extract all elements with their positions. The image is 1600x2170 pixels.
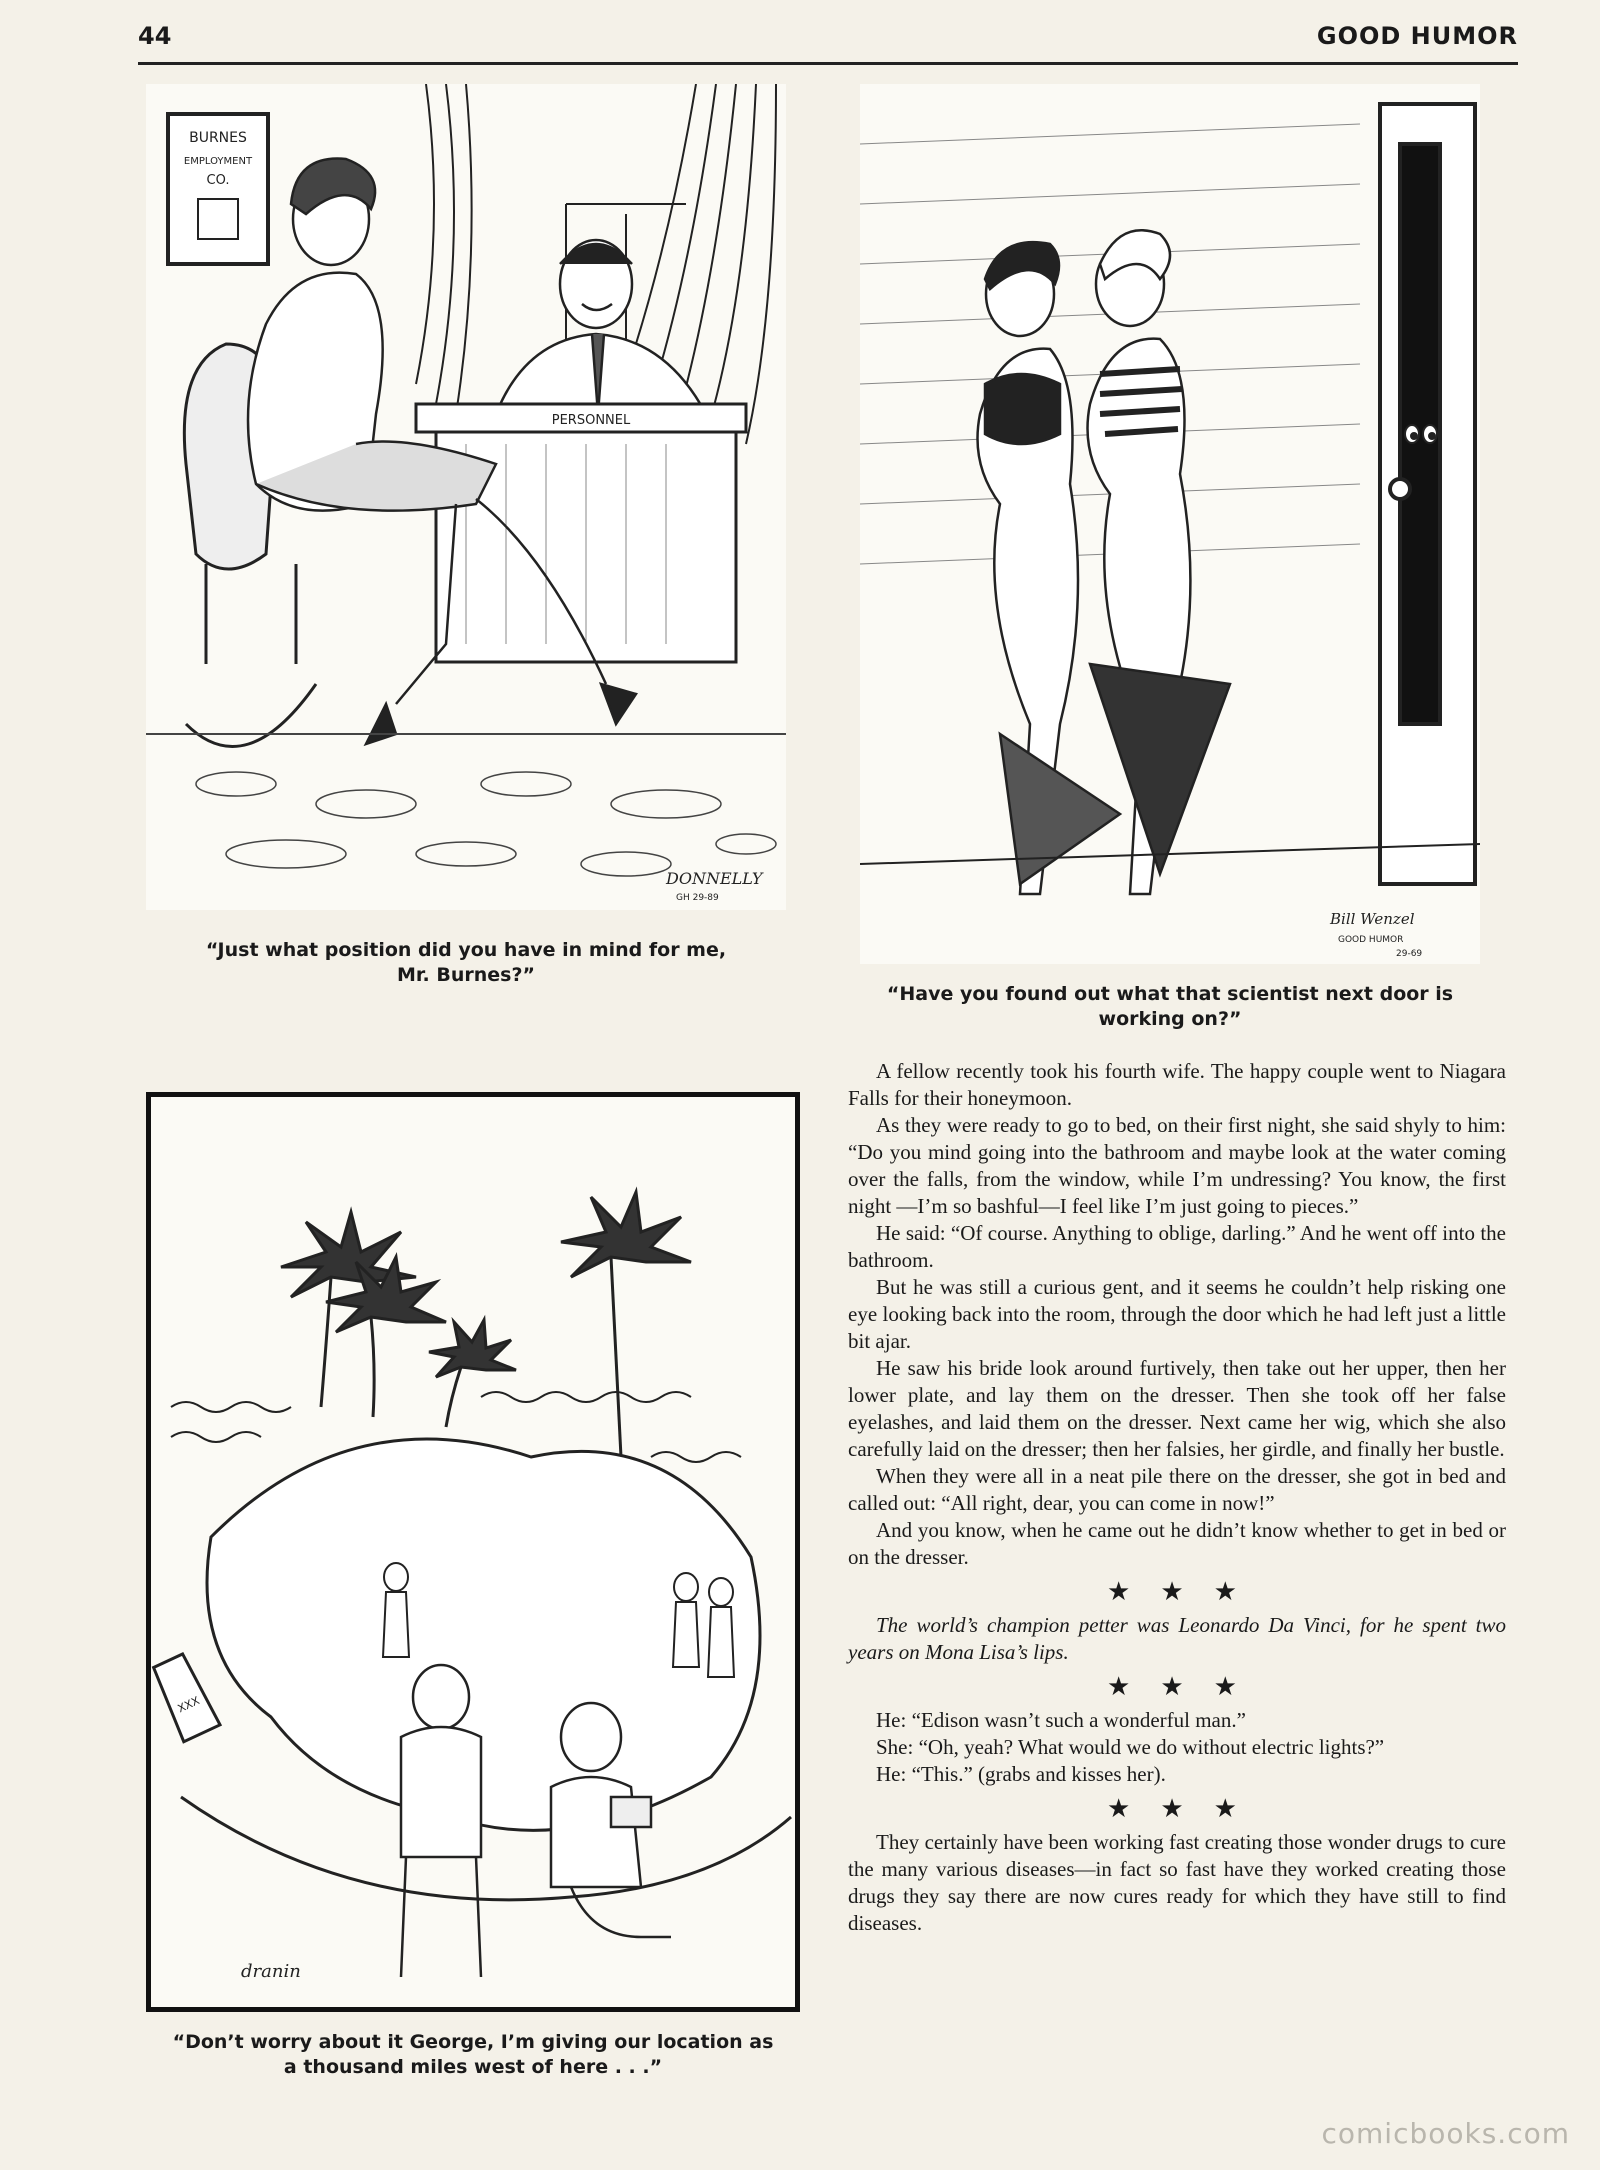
star-separator: ★★★ <box>1107 1794 1267 1824</box>
page-header <box>138 22 1518 65</box>
star-separator: ★★★ <box>1107 1577 1267 1607</box>
joke-line: He: “Edison wasn’t such a wonderful man.” <box>876 1708 1246 1732</box>
site-watermark: comicbooks.com <box>1321 2117 1570 2150</box>
sign-line-2: EMPLOYMENT <box>183 156 253 167</box>
caption-line: “Have you found out what that scientist next door is <box>886 983 1454 1005</box>
cartoon-scientist-door <box>860 84 1480 964</box>
joke-paragraph: The world’s champion petter was Leonardo Da Vinci, for he spent two years on Mona Lisa’s lips. <box>848 1613 1506 1664</box>
office-interview-drawing <box>146 84 786 910</box>
caption-line: “Just what position did you have in mind for me, <box>205 939 727 961</box>
story-paragraph: When they were all in a neat pile there on the dresser, she got in bed and called out: “All right, dear, you can come in now!” <box>848 1464 1506 1515</box>
sign-line-3: CO. <box>206 173 230 188</box>
cartoonist-signature: dranin <box>241 1961 301 1982</box>
story-paragraph: As they were ready to go to bed, on their first night, she said shyly to him: “Do you mind going into the bathroom and maybe look at the water coming over the falls, from the window, while I’m undressing? You know, the first night —I’m so bashful—I feel like I’m just going to pieces.” <box>848 1113 1506 1218</box>
signature-credit: GOOD HUMOR <box>1338 935 1404 945</box>
cartoonist-signature: Bill Wenzel <box>1330 910 1415 928</box>
caption-line: Mr. Burnes?” <box>396 964 535 986</box>
scientist-door-drawing <box>860 84 1480 964</box>
desert-island-drawing <box>151 1097 795 2007</box>
story-paragraph: He said: “Of course. Anything to oblige, darling.” And he went off into the bathroom. <box>848 1221 1506 1272</box>
caption-line: “Don’t worry about it George, I’m giving our location as <box>172 2031 774 2053</box>
page-number: 44 <box>138 22 172 50</box>
sign-line-1: BURNES <box>189 130 247 146</box>
caption-desert-island <box>146 2030 800 2080</box>
davinci-joke <box>848 1612 1506 1666</box>
edison-joke <box>848 1707 1506 1788</box>
joke-line: She: “Oh, yeah? What would we do without electric lights?” <box>876 1735 1385 1759</box>
caption-line: a thousand miles west of here . . .” <box>283 2056 663 2078</box>
joke-paragraph: They certainly have been working fast creating those wonder drugs to cure the many various diseases—in fact so fast have they worked creating those drugs they say there are now cures ready for which they have still to find diseases. <box>848 1830 1506 1935</box>
cartoon-office-interview <box>146 84 786 910</box>
caption-line: working on?” <box>1098 1008 1242 1030</box>
caption-scientist-door <box>860 982 1480 1032</box>
signature-code: 29-69 <box>1396 949 1423 959</box>
story-paragraph: A fellow recently took his fourth wife. The happy couple went to Niagara Falls for their honeymoon. <box>848 1059 1506 1110</box>
caption-office-interview <box>146 938 786 988</box>
story-paragraph: He saw his bride look around furtively, then take out her upper, then her lower plate, and lay them on the dresser. Then she took off her false eyelashes, and laid them on the dresser. Next came her wig, which she also carefully laid on the dresser; then her falsies, her girdle, and finally her bustle. <box>848 1356 1506 1461</box>
bottle-label: XXX <box>175 1694 202 1716</box>
honeymoon-story <box>848 1058 1506 1571</box>
star-separator: ★★★ <box>1107 1672 1267 1702</box>
cartoon-desert-island <box>146 1092 800 2012</box>
signature-code: GH 29-89 <box>676 893 719 903</box>
story-paragraph: But he was still a curious gent, and it seems he couldn’t help risking one eye looking back into the room, through the door which he had left just a little bit ajar. <box>848 1275 1506 1353</box>
cartoonist-signature: DONNELLY <box>666 869 763 888</box>
joke-article <box>848 1058 1506 1937</box>
wonder-drugs-joke <box>848 1829 1506 1937</box>
desk-label: PERSONNEL <box>551 413 631 428</box>
story-paragraph: And you know, when he came out he didn’t know whether to get in bed or on the dresser. <box>848 1518 1506 1569</box>
neighbor-door <box>1380 104 1475 884</box>
joke-line: He: “This.” (grabs and kisses her). <box>876 1762 1166 1786</box>
magazine-title: GOOD HUMOR <box>1316 22 1518 50</box>
